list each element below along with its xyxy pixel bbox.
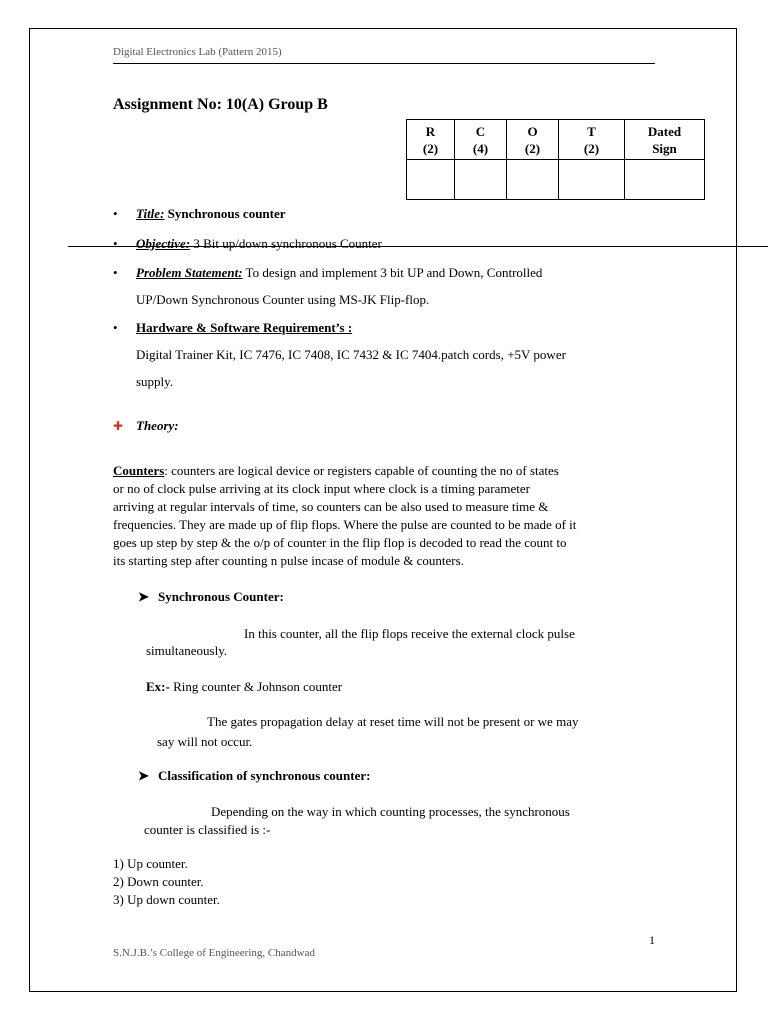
marks-value-c: (4) [472, 140, 489, 156]
list-item: 1) Up counter. [113, 856, 188, 871]
counters-term: Counters [113, 463, 165, 478]
marks-label-o: O [527, 123, 538, 139]
arrow-bullet-icon: ➤ [138, 589, 149, 604]
example-line [146, 678, 342, 696]
classification-heading-text: Classification of synchronous counter: [158, 768, 371, 783]
marks-value-t: (2) [583, 140, 600, 156]
marks-cell-c [455, 120, 507, 160]
marks-cell-o [507, 120, 559, 160]
hardware-line-2: supply. [136, 374, 174, 389]
bullet-dot-icon: • [113, 320, 118, 335]
marks-entry-sign [625, 160, 705, 200]
objective-value: 3 Bit up/down synchronous Counter [193, 236, 382, 251]
counters-line-3: arriving at regular intervals of time, so counters can be also used to measure time & [113, 499, 549, 514]
marks-cell-r [407, 120, 455, 160]
sync-counter-heading [138, 589, 284, 605]
footer-college: S.N.J.B.’s College of Engineering, Chandwad [113, 947, 315, 959]
sync-para-2-line-2: say will not occur. [157, 734, 253, 749]
marks-value-o: (2) [524, 140, 541, 156]
classification-heading [138, 768, 370, 784]
marks-label-c: C [475, 123, 486, 139]
classification-line-2: counter is classified is :- [144, 822, 271, 837]
marks-entry-c [455, 160, 507, 200]
marks-label-sign: Sign [652, 140, 677, 156]
assignment-title: Assignment No: 10(A) Group B [113, 96, 328, 113]
marks-cell-t [559, 120, 625, 160]
problem-line-1: To design and implement 3 bit UP and Down, Controlled [245, 265, 543, 280]
sync-para-2-line-1: The gates propagation delay at reset time will not be present or we may [207, 714, 579, 729]
sync-para-1-line-2: simultaneously. [146, 643, 228, 658]
title-label: Title: [136, 206, 165, 221]
marks-label-dated: Dated [647, 123, 682, 139]
marks-entry-row [407, 160, 705, 200]
counters-line-2: or no of clock pulse arriving at its clock input where clock is a timing parameter [113, 481, 530, 496]
bullet-dot-icon: • [113, 265, 118, 280]
counters-paragraph [113, 462, 656, 570]
hardware-label: Hardware & Software Requirement’s : [136, 320, 353, 335]
marks-label-t: T [587, 123, 596, 139]
list-item: 2) Down counter. [113, 874, 204, 889]
sync-counter-heading-text: Synchronous Counter: [158, 589, 284, 604]
marks-entry-r [407, 160, 455, 200]
header-title: Digital Electronics Lab (Pattern 2015) [113, 46, 282, 58]
marks-cell-dated-sign [625, 120, 705, 160]
marks-entry-o [507, 160, 559, 200]
marks-header-row [407, 120, 705, 160]
page-number: 1 [649, 933, 655, 947]
problem-label: Problem Statement: [136, 265, 243, 280]
marks-entry-t [559, 160, 625, 200]
hardware-line-1: Digital Trainer Kit, IC 7476, IC 7408, IC 7432 & IC 7404.patch cords, +5V power [136, 347, 566, 362]
objective-label: Objective: [136, 236, 191, 251]
stray-horizontal-rule [68, 246, 768, 247]
example-value: Ring counter & Johnson counter [173, 679, 343, 694]
counters-line-1 [113, 462, 656, 480]
example-label: Ex:- [146, 679, 170, 694]
arrow-bullet-icon: ➤ [138, 768, 149, 783]
theory-bullet-icon: ✚ [113, 419, 124, 433]
bullet-dot-icon: • [113, 236, 118, 251]
marks-label-r: R [425, 123, 436, 139]
bullet-dot-icon: • [113, 206, 118, 221]
counters-line-1-text: : counters are logical device or registers capable of counting the no of states [164, 463, 559, 478]
theory-label: Theory: [136, 418, 179, 433]
counters-line-6: its starting step after counting n pulse incase of module & counters. [113, 553, 464, 568]
problem-line-2: UP/Down Synchronous Counter using MS-JK Flip-flop. [136, 292, 430, 307]
title-value: Synchronous counter [167, 206, 286, 221]
counters-line-4: frequencies. They are made up of flip flops. Where the pulse are counted to be made of it [113, 517, 577, 532]
sync-para-1-line-1: In this counter, all the flip flops receive the external clock pulse [244, 626, 575, 641]
counters-line-5: goes up step by step & the o/p of counter in the flip flop is decoded to read the count to [113, 535, 567, 550]
marks-value-r: (2) [422, 140, 439, 156]
header-divider [113, 63, 655, 64]
list-item: 3) Up down counter. [113, 892, 220, 907]
classification-line-1: Depending on the way in which counting processes, the synchronous [211, 804, 570, 819]
marks-table [406, 119, 705, 200]
